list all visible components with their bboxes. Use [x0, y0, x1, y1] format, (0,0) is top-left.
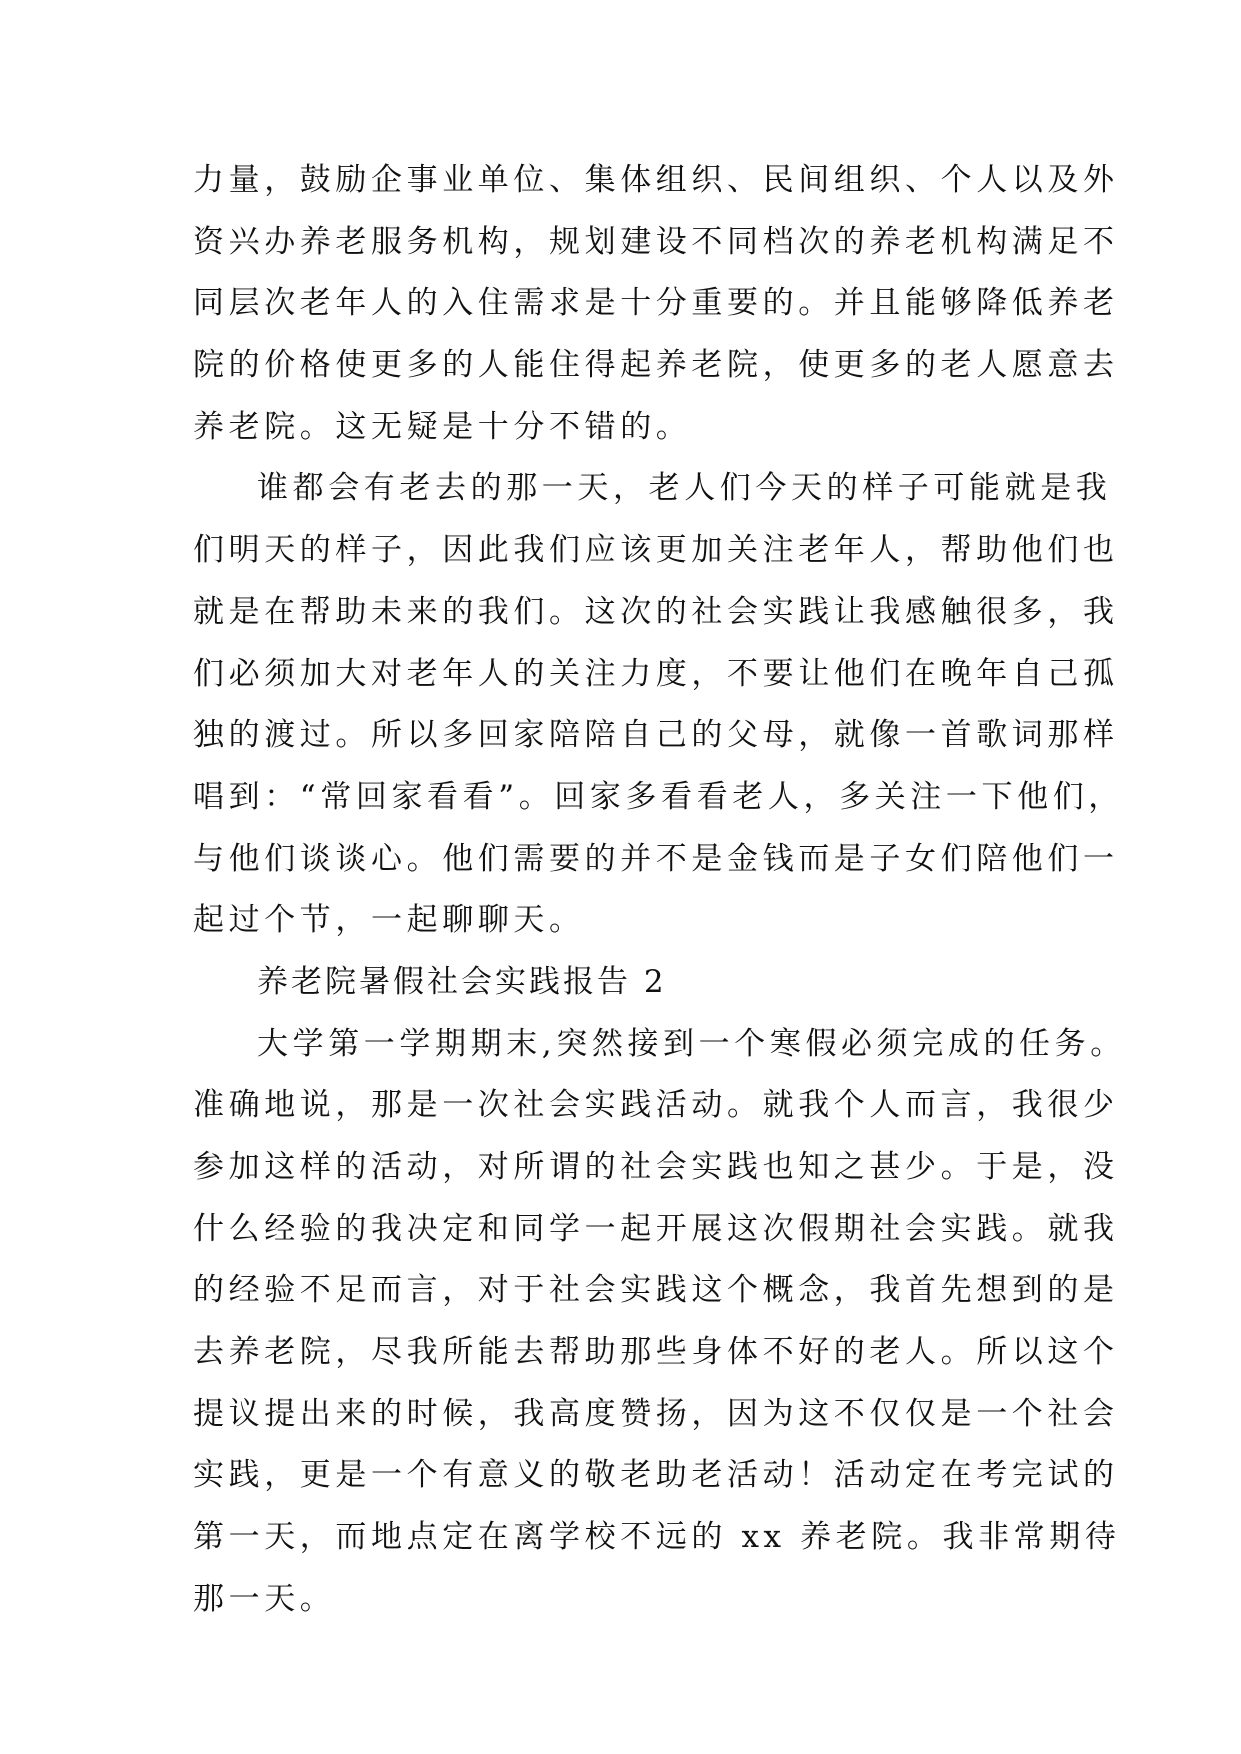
- document-body: [193, 150, 1126, 1631]
- paragraph-line: 同层次老年人的入住需求是十分重要的。并且能够降低养老: [193, 285, 1119, 322]
- paragraph-line: 的经验不足而言，对于社会实践这个概念，我首先想到的是: [193, 1272, 1119, 1309]
- paragraph-line: 力量，鼓励企事业单位、集体组织、民间组织、个人以及外: [193, 162, 1119, 198]
- paragraph-line: 就是在帮助未来的我们。这次的社会实践让我感触很多，我: [193, 593, 1119, 630]
- paragraph-line: 参加这样的活动，对所谓的社会实践也知之甚少。于是，没: [193, 1149, 1119, 1185]
- paragraph-line: 什么经验的我决定和同学一起开展这次假期社会实践。就我: [193, 1210, 1119, 1247]
- paragraph-line: 准确地说，那是一次社会实践活动。就我个人而言，我很少: [193, 1087, 1119, 1124]
- paragraph-line: 那一天。: [193, 1580, 336, 1617]
- paragraph-line: 大学第一学期期末,突然接到一个寒假必须完成的任务。: [257, 1025, 1126, 1062]
- paragraph-line: 谁都会有老去的那一天，老人们今天的样子可能就是我: [257, 470, 1112, 507]
- paragraph-line: 唱到：“常回家看看”。回家多看看老人，多关注一下他们，: [193, 778, 1124, 815]
- paragraph-line: 实践，更是一个有意义的敬老助老活动！活动定在考完试的: [193, 1457, 1119, 1494]
- paragraph-line: 第一天，而地点定在离学校不远的 xx 养老院。我非常期待: [193, 1519, 1121, 1556]
- paragraph-line: 提议提出来的时候，我高度赞扬，因为这不仅仅是一个社会: [193, 1395, 1119, 1432]
- paragraph-line: 们明天的样子，因此我们应该更加关注老年人，帮助他们也: [193, 532, 1119, 569]
- paragraph-line: 独的渡过。所以多回家陪陪自己的父母，就像一首歌词那样: [193, 717, 1119, 754]
- paragraph-line: 去养老院，尽我所能去帮助那些身体不好的老人。所以这个: [193, 1334, 1119, 1371]
- paragraph-line: 养老院。这无疑是十分不错的。: [193, 408, 692, 445]
- paragraph-line: 资兴办养老服务机构，规划建设不同档次的养老机构满足不: [193, 223, 1119, 260]
- paragraph-line: 与他们谈谈心。他们需要的并不是金钱而是子女们陪他们一: [193, 840, 1119, 877]
- paragraph-line: 起过个节，一起聊聊天。: [193, 902, 585, 939]
- paragraph-line: 院的价格使更多的人能住得起养老院，使更多的老人愿意去: [193, 347, 1119, 384]
- paragraph-line: 们必须加大对老年人的关注力度，不要让他们在晚年自己孤: [193, 655, 1119, 692]
- section-heading: 养老院暑假社会实践报告 2: [257, 963, 667, 1000]
